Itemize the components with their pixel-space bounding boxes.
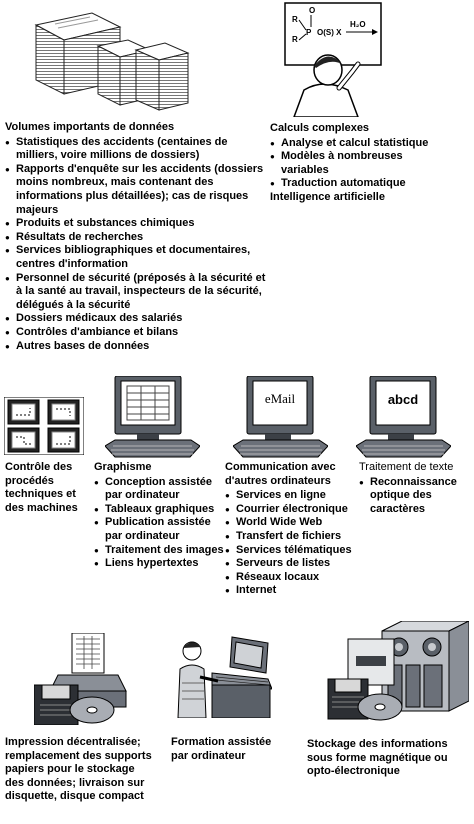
list-item: ● Traitement des images xyxy=(94,544,224,558)
list-item: ● Rapports d'enquête sur les accidents (dossiers moins nombreux, mais contenant des informations plus détaillées); cas de risques majeurs xyxy=(5,163,267,217)
computer-email-illustration xyxy=(233,376,328,458)
section-title: Communication avec d'autres ordinateurs xyxy=(225,461,336,487)
email-screen-text: eMail xyxy=(264,391,296,406)
list-item: ● World Wide Web xyxy=(225,516,355,530)
control-panel-illustration xyxy=(4,397,84,455)
section-title: Formation assistée par ordinateur xyxy=(171,736,272,762)
storage-cabinet-illustration xyxy=(324,621,469,723)
list-item: ● Publication assistée par ordinateur xyxy=(94,516,224,543)
section-title: Traitement de texte xyxy=(359,461,454,473)
svg-text:P: P xyxy=(306,28,312,37)
list-item: ● Services bibliographiques et documentaires, centres d'information xyxy=(5,244,267,271)
list-item: ● Analyse et calcul statistique xyxy=(270,137,445,151)
list-item: ● Courrier électronique xyxy=(225,503,355,517)
svg-text:R: R xyxy=(292,15,298,24)
computer-word-processing-illustration xyxy=(356,376,451,458)
list-item: ● Modèles à nombreuses variables xyxy=(270,150,445,177)
section-title: Impression décentralisée; remplacement des supports papiers pour le stockage des données; livraison sur disquette, disque compact xyxy=(5,736,152,803)
list-item: ● Tableaux graphiques xyxy=(94,503,224,517)
process-control-section xyxy=(5,461,90,515)
large-data-volumes-section xyxy=(5,121,267,353)
board-formula: H₂O xyxy=(350,20,366,29)
list-item: ● Dossiers médicaux des salariés xyxy=(5,312,267,326)
graphics-section xyxy=(94,461,224,571)
word-processing-section xyxy=(359,461,472,516)
list-item: ● Transfert de fichiers xyxy=(225,530,355,544)
complex-calculations-section xyxy=(270,122,445,205)
section-title: Graphisme xyxy=(94,461,152,473)
svg-text:R: R xyxy=(292,35,298,44)
section-title: Calculs complexes xyxy=(270,122,370,134)
section-title: Volumes importants de données xyxy=(5,121,175,133)
list-item: ● Statistiques des accidents (centaines de milliers, voire millions de dossiers) xyxy=(5,136,267,163)
printer-disk-illustration xyxy=(34,633,134,725)
list-item: ● Reconnaissance optique des caractères xyxy=(359,476,472,517)
list-item: ● Serveurs de listes xyxy=(225,557,355,571)
list-item: ● Liens hypertextes xyxy=(94,557,224,571)
section-title: Contrôle des procédés techniques et des machines xyxy=(5,461,78,514)
list-item: ● Services télématiques xyxy=(225,544,355,558)
svg-text:O: O xyxy=(309,6,316,15)
paper-stacks-illustration xyxy=(0,0,200,118)
abcd-screen-text: abcd xyxy=(387,392,419,407)
list-item: ● Résultats de recherches xyxy=(5,231,267,245)
list-item: ● Personnel de sécurité (préposés à la sécurité et à la santé au travail, inspecteurs de la sécurité, délégués à la sécurité xyxy=(5,272,267,313)
decentralized-printing-section xyxy=(5,736,155,804)
section-title: Stockage des informations sous forme magnétique ou opto-électronique xyxy=(307,738,448,778)
list-item: ● Internet xyxy=(225,584,355,598)
computer-training-section xyxy=(171,736,289,763)
list-item: ● Produits et substances chimiques xyxy=(5,217,267,231)
svg-text:O(S) X: O(S) X xyxy=(317,28,342,37)
list-item: ● Réseaux locaux xyxy=(225,571,355,585)
computer-graphics-illustration xyxy=(105,376,200,458)
information-storage-section xyxy=(307,738,467,779)
list-item: ● Services en ligne xyxy=(225,489,355,503)
list-item: ● Autres bases de données xyxy=(5,340,267,354)
list-item: ● Conception assistée par ordinateur xyxy=(94,476,224,503)
training-workstation-illustration xyxy=(172,633,272,718)
communication-section xyxy=(225,461,355,598)
whiteboard-scientist-illustration xyxy=(284,2,384,117)
list-item: ● Traduction automatique xyxy=(270,177,445,191)
extra-item: Intelligence artificielle xyxy=(270,190,385,203)
list-item: ● Contrôles d'ambiance et bilans xyxy=(5,326,267,340)
